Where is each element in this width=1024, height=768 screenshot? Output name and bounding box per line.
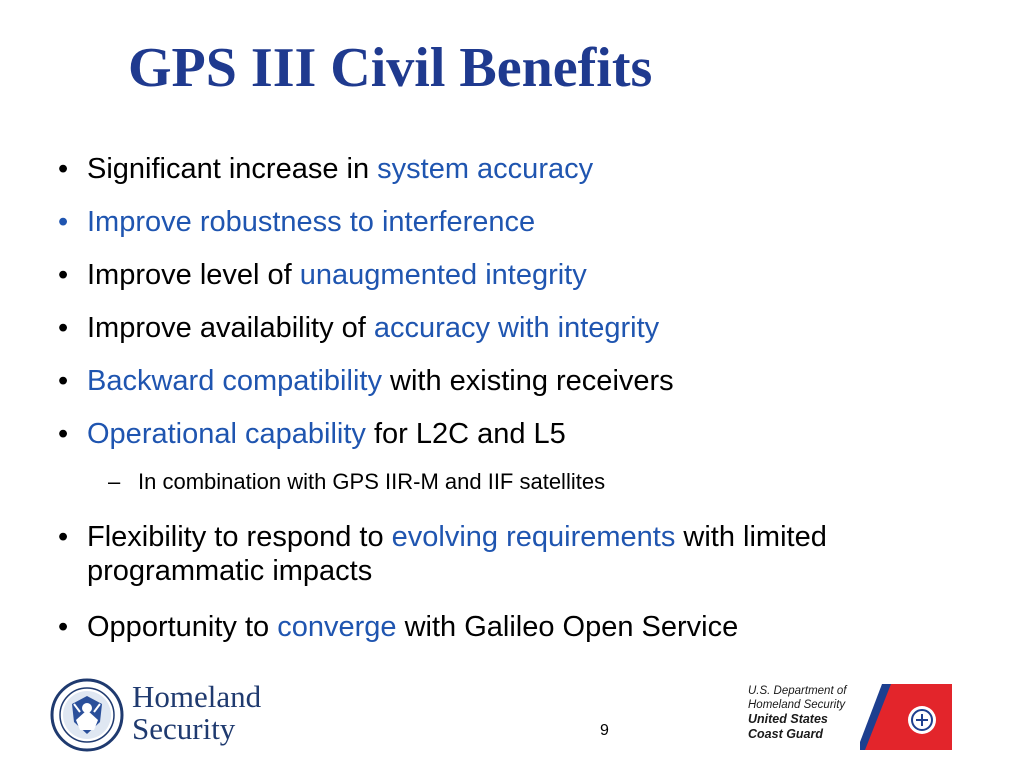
bullet-plain-text: Improve availability of bbox=[87, 312, 374, 344]
page-number: 9 bbox=[600, 722, 609, 739]
bullet-accent-text: Operational capability bbox=[87, 418, 366, 450]
sub-bullet-dash: – bbox=[108, 469, 121, 494]
bullet-plain-text: Significant increase in bbox=[87, 153, 378, 185]
bullet-plain-text: Improve level of bbox=[87, 259, 300, 291]
uscg-line2: Homeland Security bbox=[748, 699, 846, 711]
bullet-accent-text: Backward compatibility bbox=[87, 365, 382, 397]
bullet-text bbox=[87, 520, 987, 588]
bullet-text bbox=[87, 417, 987, 451]
bullet-accent-text: unaugmented integrity bbox=[299, 259, 587, 291]
uscg-line3: United States bbox=[748, 712, 828, 726]
bullet-plain-text: with existing receivers bbox=[381, 365, 674, 397]
dhs-wordmark-line2: Security bbox=[132, 711, 236, 746]
bullet-plain-text: Flexibility to respond to bbox=[87, 521, 392, 553]
bullet-plain-text: with limited programmatic impacts bbox=[87, 521, 827, 587]
bullet-symbol: • bbox=[58, 312, 69, 344]
uscg-logo bbox=[748, 684, 958, 754]
bullet-symbol: • bbox=[58, 153, 69, 185]
bullet-accent-text: accuracy with integrity bbox=[373, 312, 660, 344]
bullet-text bbox=[87, 610, 987, 644]
dhs-wordmark bbox=[132, 681, 261, 745]
bullet-text bbox=[87, 364, 987, 398]
bullet-text bbox=[87, 258, 987, 292]
sub-bullet-text: In combination with GPS IIR-M and IIF satellites bbox=[138, 469, 606, 494]
bullet-symbol: • bbox=[58, 365, 69, 397]
bullet-text bbox=[87, 152, 987, 186]
bullet-text bbox=[87, 311, 987, 345]
bullet-accent-text: converge bbox=[277, 611, 397, 643]
dhs-seal-icon bbox=[50, 678, 124, 752]
bullet-symbol: • bbox=[58, 418, 69, 450]
bullet-text bbox=[87, 205, 987, 239]
dhs-wordmark-line1: Homeland bbox=[132, 679, 262, 714]
uscg-text bbox=[748, 684, 846, 742]
bullet-plain-text: with Galileo Open Service bbox=[396, 611, 739, 643]
bullet-symbol: • bbox=[58, 521, 69, 553]
uscg-line4: Coast Guard bbox=[748, 727, 824, 741]
bullet-symbol: • bbox=[58, 259, 69, 291]
coast-guard-stripe-icon bbox=[860, 684, 952, 750]
bullet-accent-text: evolving requirements bbox=[391, 521, 676, 553]
bullet-symbol: • bbox=[58, 611, 69, 643]
uscg-line1: U.S. Department of bbox=[748, 685, 847, 697]
bullet-symbol: • bbox=[58, 206, 69, 238]
bullet-accent-text: Improve robustness to interference bbox=[87, 206, 536, 238]
slide-title: GPS III Civil Benefits bbox=[128, 37, 653, 99]
bullet-plain-text: Opportunity to bbox=[87, 611, 278, 643]
bullet-plain-text: for L2C and L5 bbox=[365, 418, 566, 450]
bullet-accent-text: system accuracy bbox=[377, 153, 594, 185]
dhs-logo bbox=[50, 678, 310, 758]
